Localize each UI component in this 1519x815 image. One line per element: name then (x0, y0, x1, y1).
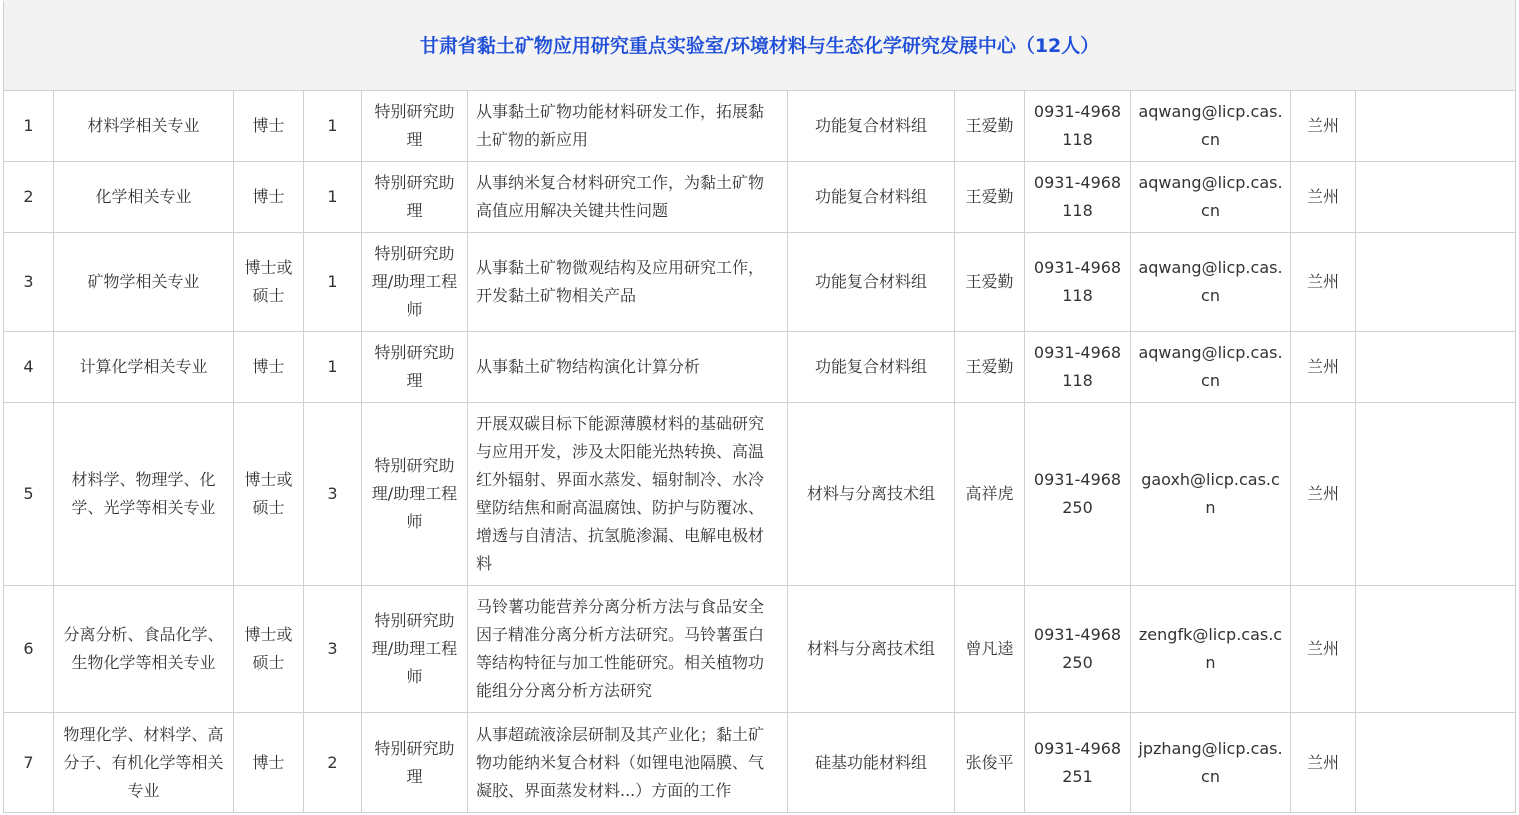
table-row (4, 713, 1516, 813)
table-row (4, 162, 1516, 233)
cell-contact: 高祥虎 (955, 403, 1025, 586)
cell-no: 3 (4, 233, 54, 332)
cell-extra (1356, 403, 1516, 586)
cell-position: 特别研究助理/助理工程师 (362, 586, 468, 713)
cell-phone: 0931-4968250 (1025, 586, 1131, 713)
cell-degree: 博士 (234, 91, 304, 162)
cell-position: 特别研究助理 (362, 91, 468, 162)
cell-group: 功能复合材料组 (788, 91, 955, 162)
cell-major: 化学相关专业 (54, 162, 234, 233)
cell-location: 兰州 (1291, 91, 1356, 162)
cell-phone: 0931-4968251 (1025, 713, 1131, 813)
cell-count: 1 (304, 91, 362, 162)
cell-extra (1356, 162, 1516, 233)
cell-group: 功能复合材料组 (788, 233, 955, 332)
cell-description: 从事纳米复合材料研究工作，为黏土矿物高值应用解决关键共性问题 (468, 162, 788, 233)
cell-count: 2 (304, 713, 362, 813)
cell-email: gaoxh@licp.cas.cn (1131, 403, 1291, 586)
cell-count: 1 (304, 332, 362, 403)
cell-contact: 张俊平 (955, 713, 1025, 813)
table-row (4, 91, 1516, 162)
cell-phone: 0931-4968118 (1025, 162, 1131, 233)
cell-extra (1356, 91, 1516, 162)
cell-position: 特别研究助理 (362, 162, 468, 233)
cell-location: 兰州 (1291, 586, 1356, 713)
cell-major: 材料学相关专业 (54, 91, 234, 162)
cell-position: 特别研究助理 (362, 332, 468, 403)
cell-location: 兰州 (1291, 713, 1356, 813)
cell-degree: 博士或硕士 (234, 403, 304, 586)
table-row (4, 403, 1516, 586)
recruitment-table (3, 0, 1516, 813)
cell-location: 兰州 (1291, 162, 1356, 233)
cell-description: 从事黏土矿物功能材料研发工作，拓展黏土矿物的新应用 (468, 91, 788, 162)
cell-extra (1356, 332, 1516, 403)
cell-no: 4 (4, 332, 54, 403)
cell-location: 兰州 (1291, 332, 1356, 403)
cell-phone: 0931-4968118 (1025, 332, 1131, 403)
cell-group: 材料与分离技术组 (788, 586, 955, 713)
cell-degree: 博士或硕士 (234, 586, 304, 713)
cell-phone: 0931-4968118 (1025, 233, 1131, 332)
cell-no: 5 (4, 403, 54, 586)
cell-no: 7 (4, 713, 54, 813)
cell-count: 1 (304, 233, 362, 332)
cell-location: 兰州 (1291, 403, 1356, 586)
cell-phone: 0931-4968250 (1025, 403, 1131, 586)
cell-major: 材料学、物理学、化学、光学等相关专业 (54, 403, 234, 586)
cell-group: 功能复合材料组 (788, 332, 955, 403)
cell-group: 材料与分离技术组 (788, 403, 955, 586)
cell-description: 从事黏土矿物微观结构及应用研究工作，开发黏土矿物相关产品 (468, 233, 788, 332)
cell-degree: 博士 (234, 332, 304, 403)
cell-contact: 曾凡逵 (955, 586, 1025, 713)
cell-group: 功能复合材料组 (788, 162, 955, 233)
cell-major: 分离分析、食品化学、生物化学等相关专业 (54, 586, 234, 713)
table-row (4, 332, 1516, 403)
cell-no: 6 (4, 586, 54, 713)
cell-no: 1 (4, 91, 54, 162)
cell-email: jpzhang@licp.cas.cn (1131, 713, 1291, 813)
table-row (4, 233, 1516, 332)
cell-location: 兰州 (1291, 233, 1356, 332)
cell-contact: 王爱勤 (955, 91, 1025, 162)
cell-degree: 博士 (234, 162, 304, 233)
cell-email: zengfk@licp.cas.cn (1131, 586, 1291, 713)
cell-email: aqwang@licp.cas.cn (1131, 91, 1291, 162)
cell-extra (1356, 586, 1516, 713)
cell-major: 计算化学相关专业 (54, 332, 234, 403)
cell-position: 特别研究助理 (362, 713, 468, 813)
cell-email: aqwang@licp.cas.cn (1131, 162, 1291, 233)
cell-phone: 0931-4968118 (1025, 91, 1131, 162)
cell-contact: 王爱勤 (955, 162, 1025, 233)
cell-count: 3 (304, 403, 362, 586)
table-title-row (4, 1, 1516, 91)
cell-position: 特别研究助理/助理工程师 (362, 233, 468, 332)
cell-description: 从事黏土矿物结构演化计算分析 (468, 332, 788, 403)
cell-group: 硅基功能材料组 (788, 713, 955, 813)
cell-description: 马铃薯功能营养分离分析方法与食品安全因子精准分离分析方法研究。马铃薯蛋白等结构特征与加工性能研究。相关植物功能组分分离分析方法研究 (468, 586, 788, 713)
cell-extra (1356, 713, 1516, 813)
cell-degree: 博士或硕士 (234, 233, 304, 332)
cell-contact: 王爱勤 (955, 332, 1025, 403)
cell-count: 3 (304, 586, 362, 713)
cell-major: 物理化学、材料学、高分子、有机化学等相关专业 (54, 713, 234, 813)
table-row (4, 586, 1516, 713)
recruitment-table-container (3, 0, 1515, 813)
cell-description: 从事超疏液涂层研制及其产业化；黏土矿物功能纳米复合材料（如锂电池隔膜、气凝胶、界面蒸发材料...）方面的工作 (468, 713, 788, 813)
cell-extra (1356, 233, 1516, 332)
cell-contact: 王爱勤 (955, 233, 1025, 332)
cell-description: 开展双碳目标下能源薄膜材料的基础研究与应用开发，涉及太阳能光热转换、高温红外辐射、界面水蒸发、辐射制冷、水冷壁防结焦和耐高温腐蚀、防护与防覆冰、增透与自清洁、抗氢脆渗漏、电解电极材料 (468, 403, 788, 586)
cell-email: aqwang@licp.cas.cn (1131, 332, 1291, 403)
cell-degree: 博士 (234, 713, 304, 813)
cell-position: 特别研究助理/助理工程师 (362, 403, 468, 586)
cell-major: 矿物学相关专业 (54, 233, 234, 332)
table-title: 甘肃省黏土矿物应用研究重点实验室/环境材料与生态化学研究发展中心（12人） (4, 1, 1516, 91)
cell-email: aqwang@licp.cas.cn (1131, 233, 1291, 332)
cell-no: 2 (4, 162, 54, 233)
cell-count: 1 (304, 162, 362, 233)
